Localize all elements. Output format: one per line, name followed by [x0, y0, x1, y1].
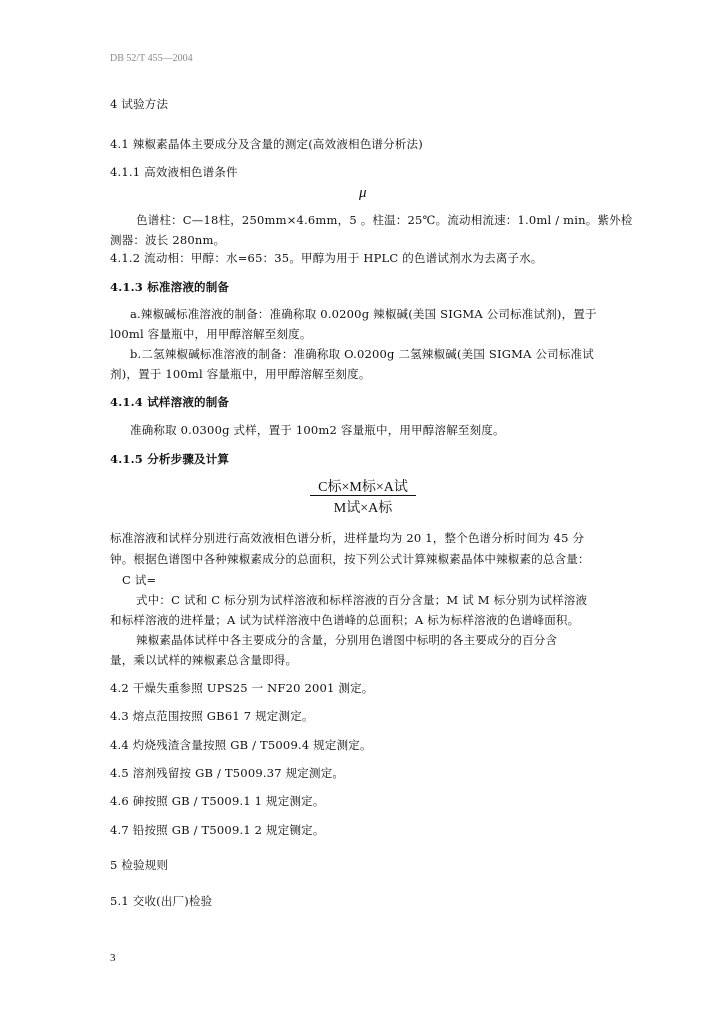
section-4-1-1-heading: 4.1.1 高效液相色谱条件 — [110, 165, 238, 179]
formula-fraction-bar — [310, 495, 416, 496]
standard-solution-a-line-2: l00ml 容量瓶中，用甲醇溶解至刻度。 — [110, 327, 312, 341]
section-4-1-5-heading: 4.1.5 分析步骤及计算 — [110, 452, 230, 466]
mu-symbol: μ — [359, 185, 367, 201]
page-number: 3 — [110, 952, 116, 964]
sample-solution-text: 准确称取 0.0300g 式样，置于 100m2 容量瓶中，用甲醇溶解至刻度。 — [130, 423, 505, 437]
section-4-1-2-mobile-phase: 4.1.2 流动相：甲醇：水=65：35。甲醇为用于 HPLC 的色谱试剂水为去离子水。 — [110, 251, 543, 265]
section-5-heading: 5 检验规则 — [110, 858, 169, 872]
content-paragraph-line-1: 辣椒素晶体试样中各主要成分的含量，分别用色谱图中标明的各主要成分的百分含 — [136, 633, 558, 647]
section-4-1-4-heading: 4.1.4 试样溶液的制备 — [110, 395, 230, 409]
formula-denominator: M试×A标 — [333, 501, 393, 516]
analysis-paragraph-line-2: 钟。根据色谱图中各种辣椒素成分的总面积，按下列公式计算辣椒素晶体中辣椒素的总含量： — [110, 552, 590, 566]
definitions-line-1: 式中：C 试和 C 标分别为试样溶液和标样溶液的百分含量；M 试 M 标分别为试样溶液 — [136, 593, 588, 607]
item-4-5: 4.5 溶剂残留按 GB / T5009.37 规定测定。 — [110, 766, 345, 780]
item-4-6: 4.6 砷按照 GB / T5009.1 1 规定测定。 — [110, 794, 325, 808]
section-4-1-3-heading: 4.1.3 标准溶液的制备 — [110, 280, 230, 294]
section-5-1-heading: 5.1 交收(出厂)检验 — [110, 894, 213, 908]
chromatography-conditions-line-1: 色谱柱：C—18柱，250mm×4.6mm，5 。柱温：25℃。流动相流速：1.0ml / min。紫外检 — [136, 213, 633, 227]
standard-solution-b-line-1: b.二氢辣椒碱标准溶液的制备：准确称取 O.0200g 二氢辣椒碱(美国 SIGMA 公司标准试 — [130, 347, 594, 361]
item-4-2: 4.2 干燥失重参照 UPS25 一 NF20 2001 测定。 — [110, 681, 374, 695]
c-sample-equals: C 试= — [122, 573, 157, 587]
definitions-line-2: 和标样溶液的进样量；A 试为试样溶液中色谱峰的总面积；A 标为标样溶液的色谱峰面积。 — [110, 613, 580, 627]
content-paragraph-line-2: 量，乘以试样的辣椒素总含量即得。 — [110, 653, 298, 667]
standard-solution-b-line-2: 剂)，置于 100ml 容量瓶中，用甲醇溶解至刻度。 — [110, 367, 371, 381]
document-header: DB 52/T 455—2004 — [110, 53, 193, 64]
chromatography-conditions-line-2: 测器：波长 280nm。 — [110, 233, 226, 247]
item-4-3: 4.3 熔点范围按照 GB61 7 规定测定。 — [110, 709, 314, 723]
analysis-paragraph-line-1: 标准溶液和试样分别进行高效液相色谱分析，进样量均为 20 1，整个色谱分析时间为 45 分 — [110, 531, 585, 545]
item-4-4: 4.4 灼烧残渣含量按照 GB / T5009.4 规定测定。 — [110, 738, 372, 752]
section-4-heading: 4 试验方法 — [110, 97, 169, 111]
item-4-7: 4.7 铅按照 GB / T5009.1 2 规定铡定。 — [110, 823, 325, 837]
formula-numerator: C标×M标×A试 — [318, 480, 408, 495]
standard-solution-a-line-1: a.辣椒碱标准溶液的制备：准确称取 0.0200g 辣椒碱(美国 SIGMA 公司标准试剂)，置于 — [130, 307, 597, 321]
section-4-1-heading: 4.1 辣椒素晶体主要成分及含量的测定(高效液相色谱分析法) — [110, 137, 423, 151]
